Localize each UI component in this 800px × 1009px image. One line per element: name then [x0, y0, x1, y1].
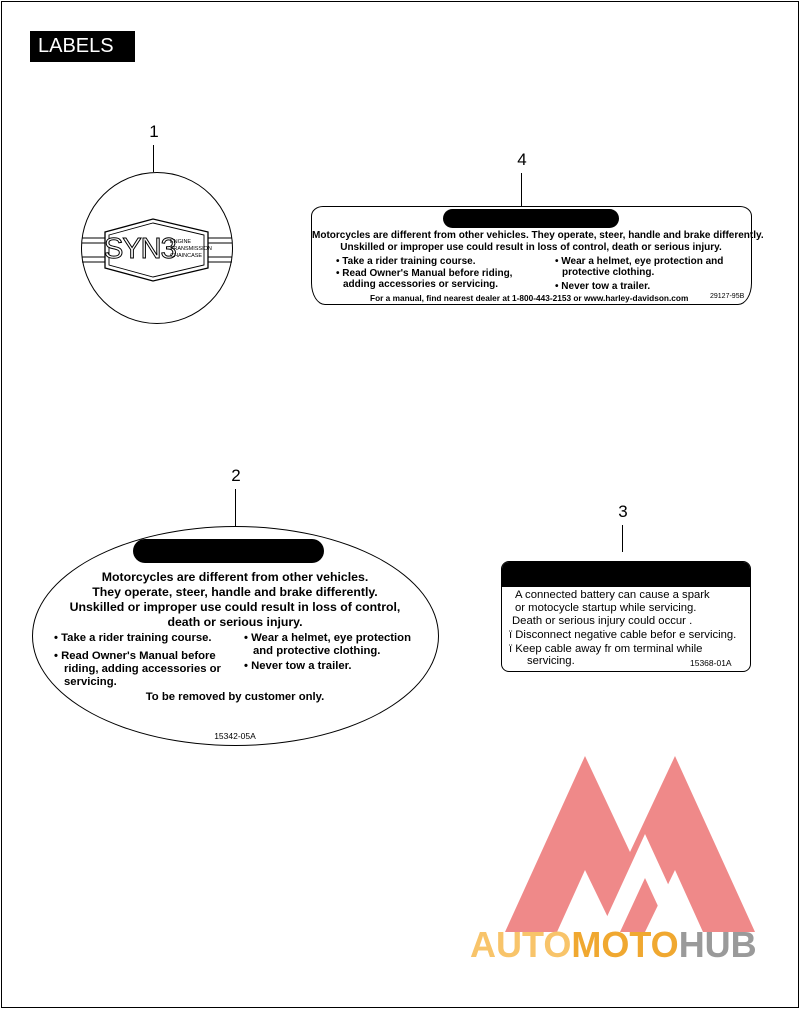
label-2-intro-1: Motorcycles are different from other vehicles.	[101, 570, 369, 584]
label-4-bullet-2a: • Read Owner's Manual before riding,	[336, 268, 513, 279]
wordmark-moto: MOTO	[571, 924, 679, 965]
label-2-bullet-2b: riding, adding accessories or	[64, 663, 221, 675]
callout-2: 2	[231, 466, 241, 485]
label-3-line-6: servicing.	[527, 655, 575, 667]
label-3-battery-warning	[501, 561, 751, 672]
automotohub-wordmark	[470, 926, 757, 964]
leader-line-2	[235, 489, 236, 526]
syn3-line-3: CHAINCASE	[170, 253, 203, 259]
label-1-syn3-disc	[81, 172, 233, 324]
label-4-intro-1: Motorcycles are different from other vehicles. They operate, steer, handle and brake differently.	[312, 230, 764, 241]
label-2-bullet-1: • Take a rider training course.	[54, 632, 212, 644]
wordmark-hub: HUB	[678, 924, 757, 965]
label-2-warning-oval	[32, 526, 439, 746]
label-2-bullet-3b: and protective clothing.	[253, 645, 381, 657]
label-4-footer: For a manual, find nearest dealer at 1-800-443-2153 or www.harley-davidson.com	[370, 293, 689, 303]
label-2-intro-2: They operate, steer, handle and brake differently.	[92, 585, 378, 599]
callout-3: 3	[618, 502, 628, 521]
label-2-header-bar	[133, 539, 324, 563]
syn3-line-2: TRANSMISSION	[170, 246, 212, 252]
label-2-part-number: 15342-05A	[214, 731, 256, 741]
page-title: LABELS	[30, 31, 135, 62]
label-2-bullet-2a: • Read Owner's Manual before	[54, 650, 216, 662]
label-2-remove-note: To be removed by customer only.	[145, 691, 325, 703]
label-2-intro-3: Unskilled or improper use could result in loss of control,	[69, 600, 401, 614]
leader-line-3	[622, 525, 623, 552]
label-3-line-4: ï Disconnect negative cable befor e servicing.	[509, 629, 737, 641]
label-4-header-bar	[443, 209, 619, 228]
callout-1: 1	[149, 122, 159, 141]
automotohub-logo-icon	[505, 752, 755, 934]
syn3-wordmark: SYN3	[104, 233, 176, 265]
wordmark-auto: AUTO	[470, 924, 572, 965]
label-3-line-2: or motocycle startup while servicing.	[515, 602, 697, 614]
label-4-bullet-3b: protective clothing.	[562, 267, 655, 278]
label-3-line-1: A connected battery can cause a spark	[515, 589, 710, 601]
label-4-part-number: 29127-95B	[710, 293, 745, 300]
label-3-line-5: ï Keep cable away fr om terminal while	[509, 643, 703, 655]
label-3-line-3: Death or serious injury could occur .	[512, 615, 693, 627]
syn3-line-1: ENGINE	[170, 239, 192, 245]
label-4-warning	[311, 206, 764, 305]
label-3-header-bar	[502, 562, 750, 587]
leader-line-4	[521, 173, 522, 207]
label-3-part-number: 15368-01A	[690, 658, 732, 668]
label-2-intro-4: death or serious injury.	[167, 615, 303, 629]
label-4-bullet-4: • Never tow a trailer.	[555, 281, 651, 292]
callout-4: 4	[517, 150, 527, 169]
label-4-bullet-1: • Take a rider training course.	[336, 256, 476, 267]
label-2-bullet-3a: • Wear a helmet, eye protection	[244, 632, 411, 644]
label-4-bullet-3a: • Wear a helmet, eye protection and	[555, 256, 724, 267]
label-2-bullet-2c: servicing.	[64, 676, 117, 688]
label-2-bullet-4: • Never tow a trailer.	[244, 660, 352, 672]
label-4-intro-2: Unskilled or improper use could result in loss of control, death or serious injury.	[340, 242, 722, 253]
label-4-bullet-2b: adding accessories or servicing.	[343, 279, 499, 290]
leader-line-1	[153, 145, 154, 172]
